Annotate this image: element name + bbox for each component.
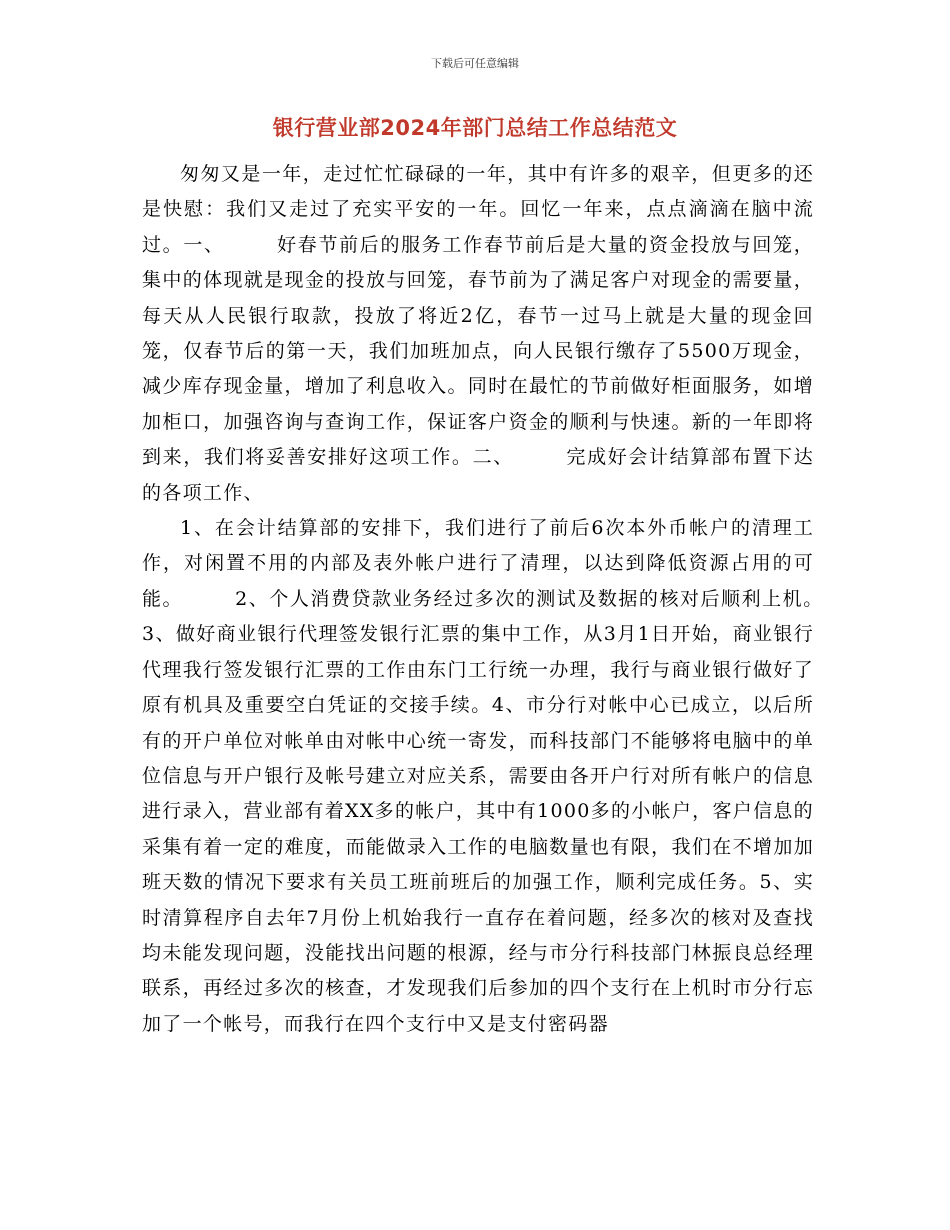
document-title: 银行营业部2024年部门总结工作总结范文 (272, 116, 678, 140)
document-body (142, 157, 875, 1042)
paragraph: 匆匆又是一年，走过忙忙碌碌的一年，其中有许多的艰辛，但更多的还是快慰：我们又走过了充实平安的一年。回忆一年来，点点滴滴在脑中流过。一、 好春节前后的服务工作春节前后是大量的资金投放与回笼，集中的体现就是现金的投放与回笼，春节前为了满足客户对现金的需要量，每天从人民银行取款，投放了将近2亿，春节一过马上就是大量的现金回笼，仅春节后的第一天，我们加班加点，向人民银行缴存了5500万现金，减少库存现金量，增加了利息收入。同时在最忙的节前做好柜面服务，如增加柜口，加强咨询与查询工作，保证客户资金的顺利与快速。新的一年即将到来，我们将妥善安排好这项工作。二、 完成好会计结算部布置下达的各项工作、 (142, 163, 814, 504)
page-header: 下载后可任意编辑 (431, 57, 519, 70)
paragraph: 1、在会计结算部的安排下，我们进行了前后6次本外币帐户的清理工作，对闲置不用的内部及表外帐户进行了清理，以达到降低资源占用的可能。 2、个人消费贷款业务经过多次的测试及数据的核对后顺利上机。 3、做好商业银行代理签发银行汇票的集中工作，从3月1日开始，商业银行代理我行签发银行汇票的工作由东门工行统一办理，我行与商业银行做好了原有机具及重要空白凭证的交接手续。4、市分行对帐中心已成立，以后所有的开户单位对帐单由对帐中心统一寄发，而科技部门不能够将电脑中的单位信息与开户银行及帐号建立对应关系，需要由各开户行对所有帐户的信息进行录入，营业部有着XX多的帐户，其中有1000多的小帐户，客户信息的采集有着一定的难度，而能做录入工作的电脑数量也有限，我们在不增加加班天数的情况下要求有关员工班前班后的加强工作，顺利完成任务。5、实时清算程序自去年7月份上机始我行一直存在着问题，经多次的核对及查找均未能发现问题，没能找出问题的根源，经与市分行科技部门林振良总经理联系，再经过多次的核查，才发现我们后参加的四个支行在上机时市分行忘加了一个帐号，而我行在四个支行中又是支付密码器 (142, 517, 875, 1035)
